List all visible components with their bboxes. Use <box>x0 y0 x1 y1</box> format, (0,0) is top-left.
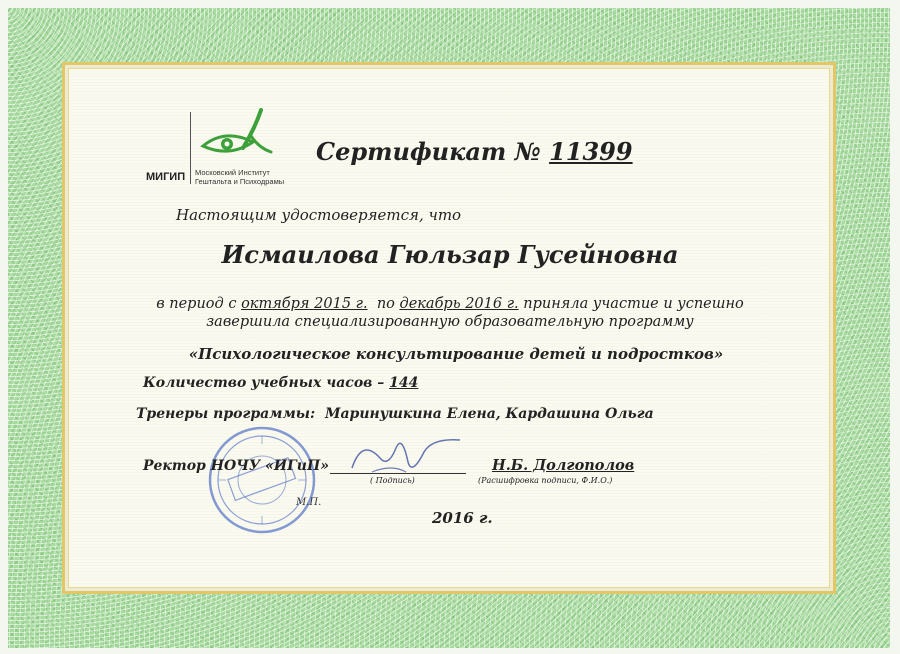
logo-abbreviation: МИГИП <box>146 171 186 183</box>
trainers-line: Тренеры программы: Маринушкина Елена, Кардашина Ольга <box>136 406 654 422</box>
rector-label: Ректор НОЧУ «ИГиП» <box>143 458 329 474</box>
signer-name: Н.Б. Долгополов <box>492 457 635 474</box>
logo-institute-name: Московский Институт Гештальта и Психодрамы <box>195 168 285 186</box>
certificate-year: 2016 г. <box>432 509 493 527</box>
stamp-place: М.П. <box>296 497 322 508</box>
hours-line: Количество учебных часов – 144 <box>143 375 419 391</box>
eye-logo-icon <box>195 108 275 168</box>
period-line: в период с октября 2015 г. по декабрь 2016 г. приняла участие и успешно <box>156 296 744 312</box>
intro-text: Настоящим удостоверяется, что <box>176 206 462 224</box>
signature-caption: ( Подпись) <box>370 476 415 485</box>
completion-line: завершила специализированную образовательную программу <box>206 314 694 330</box>
program-title: «Психологическое консультирование детей и подростков» <box>188 345 724 363</box>
signer-caption: (Расшифровка подписи, Ф.И.О.) <box>478 476 613 485</box>
round-stamp-icon <box>206 424 318 536</box>
hours-value: 144 <box>389 375 419 391</box>
logo-divider <box>190 112 191 184</box>
period-to: декабрь 2016 г. <box>399 296 519 312</box>
certificate-number: 11399 <box>549 137 633 166</box>
period-from: октября 2015 г. <box>241 296 368 312</box>
certificate-title: Сертификат № 11399 <box>316 137 633 166</box>
trainers-names: Маринушкина Елена, Кардашина Ольга <box>324 406 654 422</box>
signature-line <box>330 473 466 474</box>
recipient-name: Исмаилова Гюльзар Гусейновна <box>221 240 679 269</box>
